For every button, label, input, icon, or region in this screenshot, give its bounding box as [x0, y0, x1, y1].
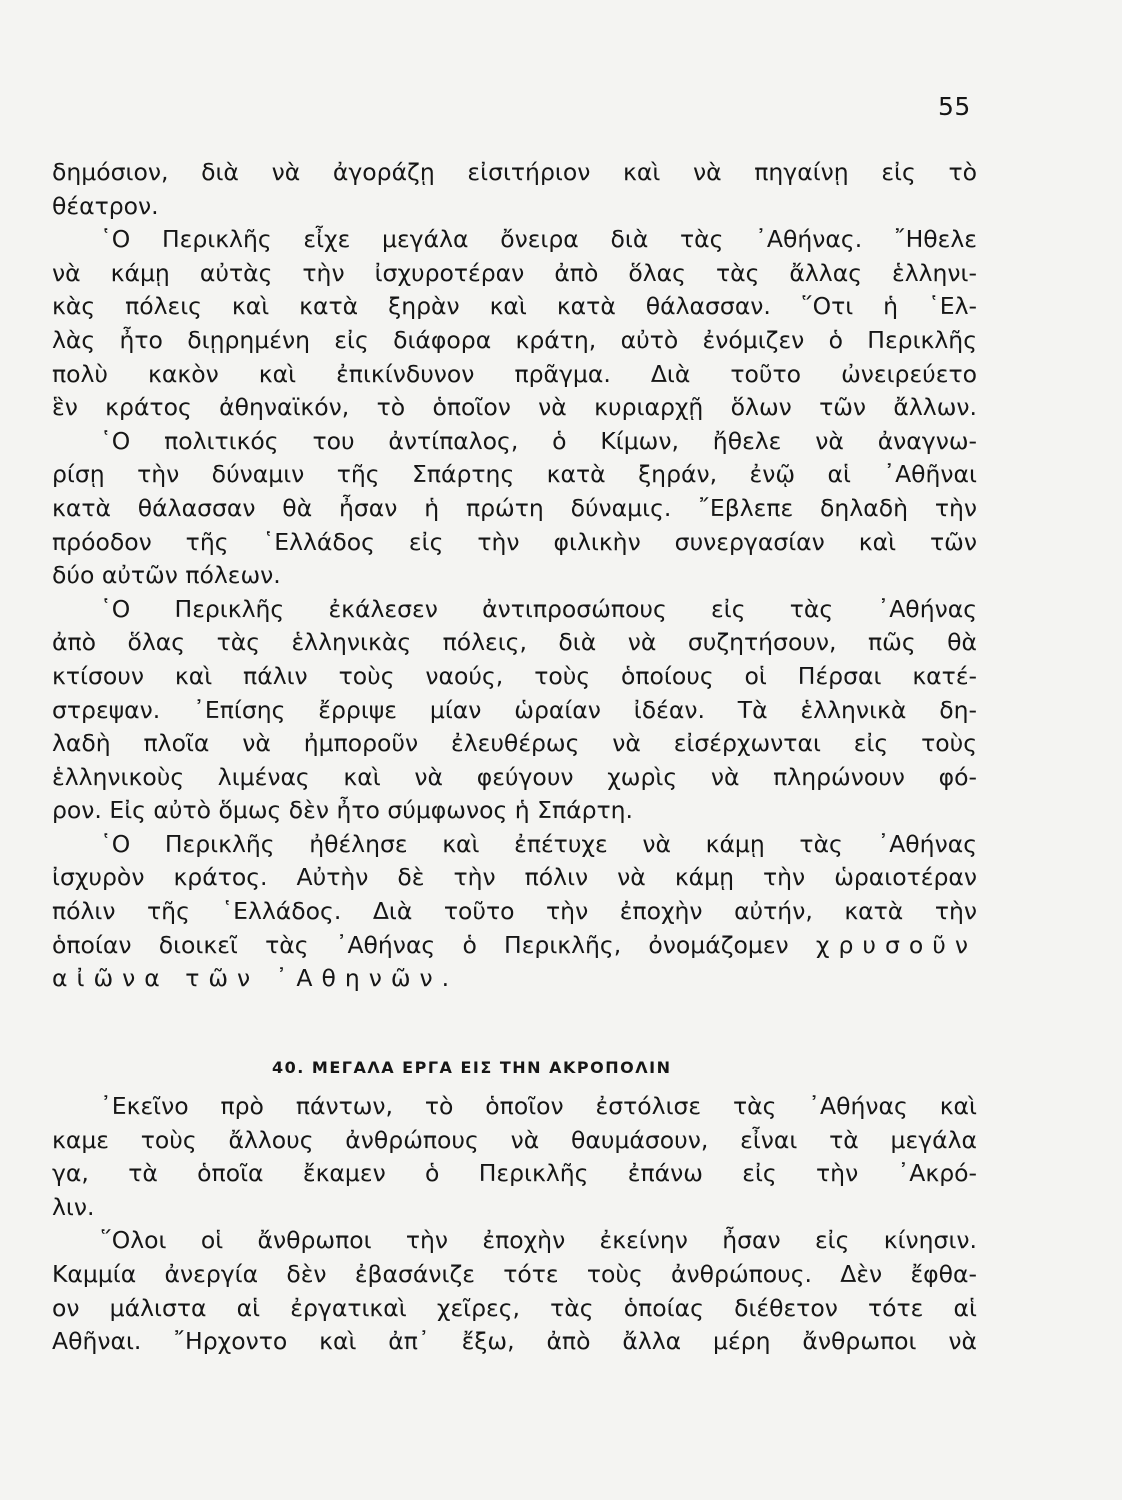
text-line: ρον. Εἰς αὐτὸ ὅμως δὲν ἦτο σύμφωνος ἡ Σπάρτη. — [52, 796, 634, 825]
text-line: ον μάλιστα αἱ ἐργατικαὶ χεῖρες, τὰς ὁποίας διέθετον τότε αἱ — [52, 1293, 977, 1322]
page-number: 55 — [938, 92, 971, 121]
text-line: γα, τὰ ὁποῖα ἔκαμεν ὁ Περικλῆς ἐπάνω εἰς τὴν ᾿Ακρό- — [52, 1159, 977, 1188]
text-line: ᾿Εκεῖνο πρὸ πάντων, τὸ ὁποῖον ἐστόλισε τὰς ᾿Αθήνας καὶ — [100, 1092, 977, 1120]
text-line: δύο αὐτῶν πόλεων. — [52, 561, 281, 590]
text-line: νὰ κάμῃ αὐτὰς τὴν ἰσχυροτέραν ἀπὸ ὅλας τὰς ἄλλας ἑλληνι- — [52, 258, 977, 287]
text-line: κὰς πόλεις καὶ κατὰ ξηρὰν καὶ κατὰ θάλασσαν. ῞Οτι ἡ ῾Ελ- — [52, 292, 977, 321]
text-line: ῾Ο Περικλῆς ἐκάλεσεν ἀντιπροσώπους εἰς τὰς ᾿Αθήνας — [100, 594, 977, 623]
spaced-emphasis: χρυσοῦν — [815, 930, 977, 959]
text-line: ἓν κράτος ἀθηναϊκόν, τὸ ὁποῖον νὰ κυριαρχῇ ὅλων τῶν ἄλλων. — [52, 393, 977, 422]
text-line: ρίσῃ τὴν δύναμιν τῆς Σπάρτης κατὰ ξηράν, ἐνῷ αἱ ᾿Αθῆναι — [52, 460, 977, 489]
text-line: ῞Ολοι οἱ ἄνθρωποι τὴν ἐποχὴν ἐκείνην ἦσαν εἰς κίνησιν. — [100, 1226, 977, 1255]
text-line: ἰσχυρὸν κράτος. Αὐτὴν δὲ τὴν πόλιν νὰ κάμῃ τὴν ὡραιοτέραν — [52, 863, 977, 892]
text-line: δημόσιον, διὰ νὰ ἀγοράζῃ εἰσιτήριον καὶ νὰ πηγαίνῃ εἰς τὸ — [52, 158, 977, 186]
text-run: ὁποίαν διοικεῖ τὰς ᾿Αθήνας ὁ Περικλῆς, ὀνομάζομεν — [52, 930, 789, 959]
text-line: λαδὴ πλοῖα νὰ ἠμποροῦν ἐλευθέρως νὰ εἰσέρχωνται εἰς τοὺς — [52, 729, 977, 758]
text-line: ῾Ο πολιτικός του ἀντίπαλος, ὁ Κίμων, ἤθελε νὰ ἀναγνω- — [100, 426, 977, 455]
text-line: πόλιν τῆς ῾Ελλάδος. Διὰ τοῦτο τὴν ἐποχὴν αὐτήν, κατὰ τὴν — [52, 897, 977, 926]
text-line: λὰς ἦτο διῃρημένη εἰς διάφορα κράτη, αὐτὸ ἐνόμιζεν ὁ Περικλῆς — [52, 325, 977, 354]
text-line: κατὰ θάλασσαν θὰ ἦσαν ἡ πρώτη δύναμις. ῎Εβλεπε δηλαδὴ τὴν — [52, 493, 977, 522]
text-line: ῾Ο Περικλῆς εἶχε μεγάλα ὄνειρα διὰ τὰς ᾿Αθήνας. ῎Ηθελε — [100, 225, 977, 254]
text-line: στρεψαν. ᾿Επίσης ἔρριψε μίαν ὡραίαν ἰδέαν. Τὰ ἑλληνικὰ δη- — [52, 695, 977, 724]
section-heading: 40. ΜΕΓΑΛΑ ΕΡΓΑ ΕΙΣ ΤΗΝ ΑΚΡΟΠΟΛΙΝ — [272, 1058, 672, 1077]
text-line: καμε τοὺς ἄλλους ἀνθρώπους νὰ θαυμάσουν, εἶναι τὰ μεγάλα — [52, 1125, 977, 1154]
text-line: πρόοδον τῆς ῾Ελλάδος εἰς τὴν φιλικὴν συνεργασίαν καὶ τῶν — [52, 527, 977, 556]
text-line: ῾Ο Περικλῆς ἠθέλησε καὶ ἐπέτυχε νὰ κάμῃ τὰς ᾿Αθήνας — [100, 829, 977, 858]
paragraphs-acropolis — [52, 1090, 977, 1359]
spaced-emphasis: αἰῶνα τῶν ᾿Αθηνῶν. — [52, 964, 459, 993]
text-line: λιν. — [52, 1192, 95, 1221]
text-line: κτίσουν καὶ πάλιν τοὺς ναούς, τοὺς ὁποίους οἱ Πέρσαι κατέ- — [52, 661, 977, 690]
text-line — [52, 929, 977, 963]
text-line: ἀπὸ ὅλας τὰς ἑλληνικὰς πόλεις, διὰ νὰ συζητήσουν, πῶς θὰ — [52, 628, 977, 657]
text-line: θέατρον. — [52, 191, 159, 220]
text-line: Αθῆναι. ῎Ηρχοντο καὶ ἀπ᾿ ἔξω, ἀπὸ ἄλλα μέρη ἄνθρωποι νὰ — [52, 1327, 977, 1356]
paragraphs-periklis — [52, 156, 977, 996]
text-line: πολὺ κακὸν καὶ ἐπικίνδυνον πρᾶγμα. Διὰ τοῦτο ὠνειρεύετο — [52, 359, 977, 388]
text-line: Καμμία ἀνεργία δὲν ἐβασάνιζε τότε τοὺς ἀνθρώπους. Δὲν ἔφθα- — [52, 1259, 977, 1288]
text-line: ἑλληνικοὺς λιμένας καὶ νὰ φεύγουν χωρὶς νὰ πληρώνουν φό- — [52, 762, 977, 791]
